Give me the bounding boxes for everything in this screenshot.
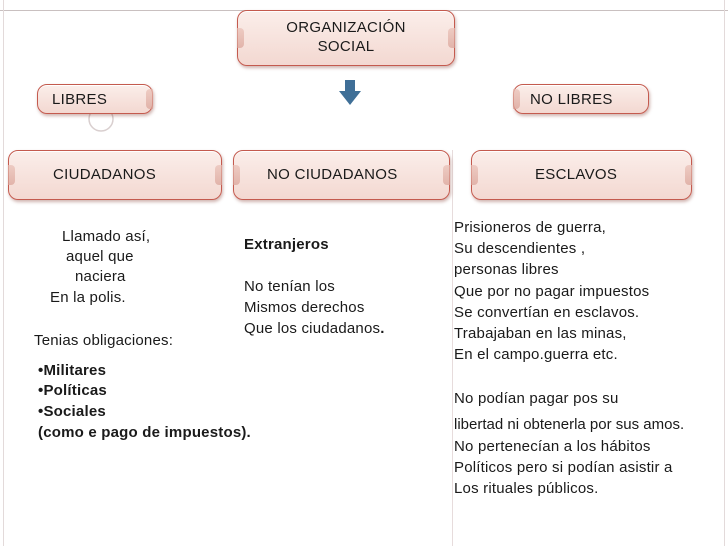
- ciudadanos-line-2: aquel que: [66, 248, 134, 265]
- esclavos-box: [471, 150, 692, 200]
- esclavos-p1-line-7: En el campo.guerra etc.: [454, 346, 618, 363]
- bullet-politicas: •Políticas: [38, 382, 107, 399]
- libres-box: [37, 84, 153, 114]
- title-line-1: ORGANIZACIÓN: [286, 19, 406, 36]
- esclavos-p2-line-1: No podían pagar pos su: [454, 390, 619, 407]
- decor-line-mid: [452, 150, 453, 546]
- extranjeros-heading: Extranjeros: [244, 236, 329, 253]
- ciudadanos-line-4: En la polis.: [50, 289, 126, 306]
- no-ciudadanos-label: NO CIUDADANOS: [267, 166, 398, 183]
- ciudadanos-box: [8, 150, 222, 200]
- esclavos-p1-line-6: Trabajaban en las minas,: [454, 325, 627, 342]
- esclavos-p2-line-4: Políticos pero si podían asistir a: [454, 459, 673, 476]
- esclavos-p1-line-1: Prisioneros de guerra,: [454, 219, 606, 236]
- decor-line-right: [724, 0, 725, 546]
- no-ciudadanos-line-3-text: Que los ciudadanos: [244, 320, 381, 337]
- title-box: [237, 10, 455, 66]
- no-libres-box: [513, 84, 649, 114]
- no-ciudadanos-box: [233, 150, 450, 200]
- title-line-2: SOCIAL: [317, 38, 375, 55]
- no-ciudadanos-line-3: [244, 320, 385, 337]
- esclavos-p1-line-5: Se convertían en esclavos.: [454, 304, 640, 321]
- ciudadanos-line-3: naciera: [75, 268, 126, 285]
- esclavos-label: ESCLAVOS: [535, 166, 618, 183]
- esclavos-p2-line-3: No pertenecían a los hábitos: [454, 438, 651, 455]
- down-arrow-icon: [338, 80, 362, 106]
- esclavos-p2-line-5: Los rituales públicos.: [454, 480, 599, 497]
- libres-label: LIBRES: [52, 91, 108, 108]
- no-ciudadanos-line-1: No tenían los: [244, 278, 335, 295]
- bullet-impuestos: (como e pago de impuestos).: [38, 424, 251, 441]
- decor-line-left: [3, 0, 4, 546]
- obligaciones-heading: Tenias obligaciones:: [34, 332, 174, 349]
- esclavos-p1-line-2: Su descendientes ,: [454, 240, 586, 257]
- trailing-period: .: [380, 320, 385, 337]
- esclavos-p1-line-4: Que por no pagar impuestos: [454, 283, 650, 300]
- ciudadanos-line-1: Llamado así,: [62, 228, 151, 245]
- bullet-sociales: •Sociales: [38, 403, 106, 420]
- no-libres-label: NO LIBRES: [530, 91, 613, 108]
- esclavos-p1-line-3: personas libres: [454, 261, 559, 278]
- ciudadanos-label: CIUDADANOS: [53, 166, 157, 183]
- no-ciudadanos-line-2: Mismos derechos: [244, 299, 365, 316]
- esclavos-p2-line-2: libertad ni obtenerla por sus amos.: [454, 416, 685, 433]
- bullet-militares: •Militares: [38, 362, 107, 379]
